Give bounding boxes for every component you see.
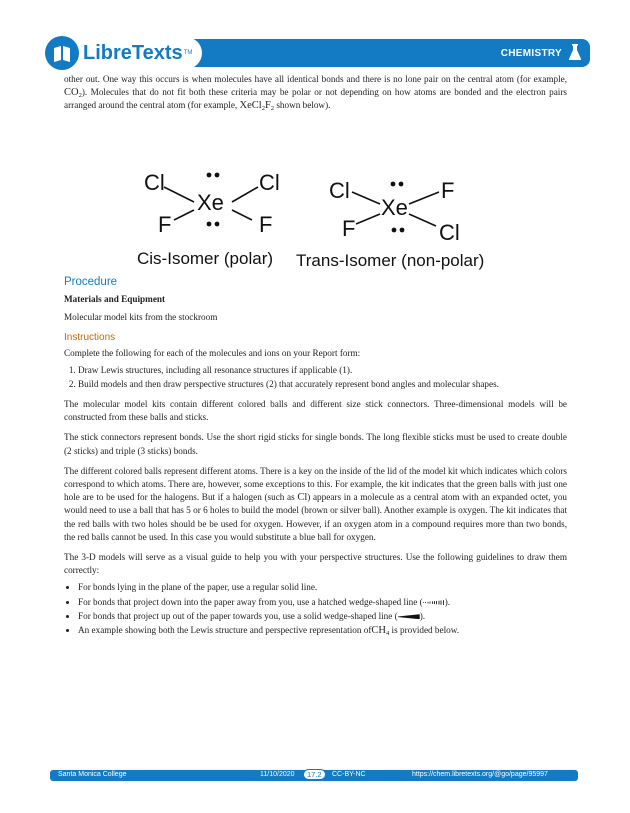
hatched-wedge-icon xyxy=(423,600,445,605)
materials-heading: Materials and Equipment xyxy=(64,293,166,304)
guidelines-list xyxy=(64,581,567,637)
paragraph-balls: The different colored balls represent different atoms. There is a key on the inside of the lid of the model kit which indicates which colors correspond to which atoms. There are, however, some exceptions to this. For example, the kit indicates that the green balls with just one hole are to be used for the halogens. But if a halogen (such as Cl) appears in a molecule as a central atom with an expanded octet, you would need to use a ball that has 5 or 6 holes to build the model (brown or silver ball). Another example is oxygen. The kit indicates that the red balls with two holes should be be used for oxygen. However, if an oxygen atom in a compound requires more than two bonds, the red balls cannot be used. In this case you would substitute a blue ball for oxygen. xyxy=(64,465,568,542)
xecl2f2-formula: $XeCl_2F_2$ xyxy=(239,100,275,113)
flask-icon xyxy=(568,44,582,61)
list-item: • For bonds that project up out of the paper towards you, use a solid wedge-shaped line ( ). xyxy=(78,610,567,623)
main-content xyxy=(64,73,567,638)
cis-cl-left: Cl xyxy=(144,169,165,195)
xecl2f2-isomer-diagram xyxy=(64,120,567,270)
cis-isomer xyxy=(137,170,280,268)
trans-f-right: F xyxy=(441,177,455,203)
cis-cl-right: Cl xyxy=(259,169,280,195)
ch4-formula: $CH_4$ xyxy=(371,625,390,638)
solid-wedge-icon xyxy=(398,614,420,619)
page-footer xyxy=(50,770,578,781)
co2-formula: $CO_2$ xyxy=(64,87,82,100)
list-item: 2. Build models and then draw perspective structures (2) that accurately represent bond angles and molecular shapes. xyxy=(78,378,567,391)
page-header xyxy=(45,35,590,71)
trans-cl-left: Cl xyxy=(329,177,350,203)
materials-text: Molecular model kits from the stockroom xyxy=(64,312,218,323)
cis-caption: Cis-Isomer (polar) xyxy=(137,248,274,268)
list-item: • An example showing both the Lewis structure and perspective representation ofCH$_4$ is provided below. xyxy=(78,624,567,637)
cis-xe: Xe xyxy=(197,189,224,215)
logo-wordmark: LibreTexts TM xyxy=(69,37,202,69)
instructions-heading: Instructions xyxy=(64,332,116,344)
paragraph-model-kits: The molecular model kits contain different colored balls and different size stick connectors. Three-dimensional models will be constructed from these balls and sticks. xyxy=(64,399,567,423)
page-number: 17.2 xyxy=(303,769,326,780)
intro-paragraph: other out. One way this occurs is when molecules have all identical bonds and there is no lone pair on the central atom (for example, $CO_2$). Molecules that do not fit both these criteria may be polar or not depending on how atoms are bonded and the electron pairs arranged around the central atom (for example, $XeCl_2F_2$ shown below). xyxy=(64,74,567,113)
trans-cl-right: Cl xyxy=(439,219,460,245)
list-item: • For bonds that project down into the paper away from you, use a hatched wedge-shaped line ( ). xyxy=(78,596,567,609)
list-item: • For bonds lying in the plane of the paper, use a regular solid line. xyxy=(78,581,567,594)
footer-url-link[interactable]: https://chem.libretexts.org/@go/page/95997 xyxy=(412,771,548,778)
cis-f-right: F xyxy=(259,211,273,237)
paragraph-guidelines: The 3-D models will serve as a visual guide to help you with your perspective structures. Use the following guidelines to draw them correctly: xyxy=(64,552,567,576)
trans-f-left: F xyxy=(342,215,356,241)
book-icon xyxy=(45,36,79,70)
procedure-heading: Procedure xyxy=(64,275,118,288)
subject-label[interactable]: CHEMISTRY xyxy=(500,47,562,59)
paragraph-sticks: The stick connectors represent bonds. Use the short rigid sticks for single bonds. The long flexible sticks must be used to create double (2 sticks) and triple (3 sticks) bonds. xyxy=(64,432,567,456)
libretexts-logo[interactable] xyxy=(45,35,193,71)
steps-list xyxy=(64,364,567,391)
trans-isomer xyxy=(296,178,484,270)
trans-caption: Trans-Isomer (non-polar) xyxy=(296,250,485,270)
cis-f-left: F xyxy=(158,211,172,237)
footer-license: CC-BY-NC xyxy=(332,771,366,778)
instructions-intro: Complete the following for each of the molecules and ions on your Report form: xyxy=(64,348,361,359)
footer-date: 11/10/2020 xyxy=(260,771,295,778)
cl-symbol: Cl xyxy=(297,492,308,504)
trans-xe: Xe xyxy=(381,194,408,220)
footer-college: Santa Monica College xyxy=(58,771,127,778)
list-item: 1. Draw Lewis structures, including all resonance structures if applicable (1). xyxy=(78,364,567,377)
